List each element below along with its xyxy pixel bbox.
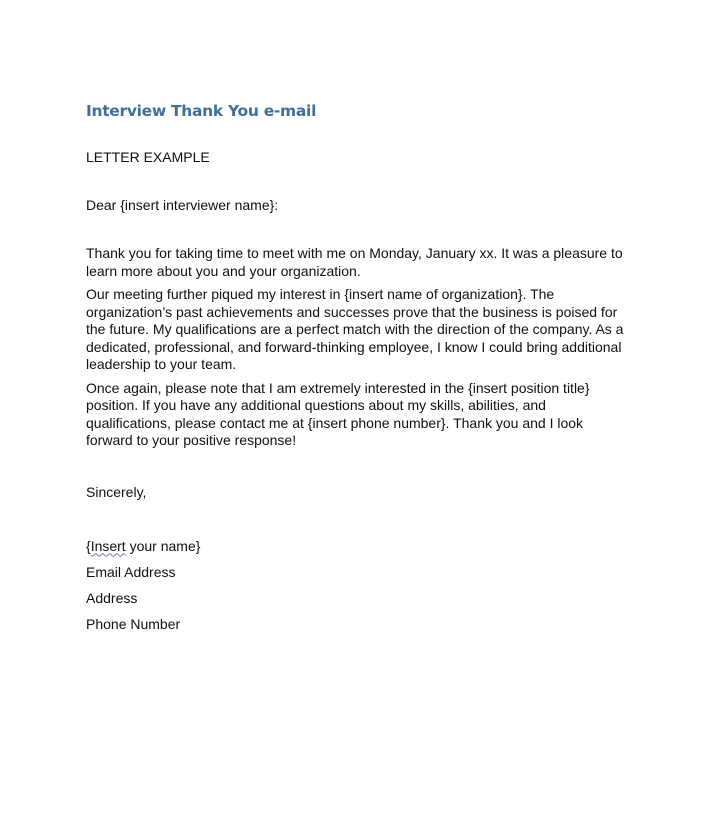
closing: Sincerely, <box>86 483 147 500</box>
document-title: Interview Thank You e-mail <box>86 102 317 120</box>
signature-email: Email Address <box>86 563 176 580</box>
signature-name <box>86 537 631 555</box>
signature-address: Address <box>86 589 138 606</box>
paragraph-2: Our meeting further piqued my interest in {insert name of organization}. The organization’s past achievements and successes prove that the business is poised for the future. My qualifications are a perfect match with the direction of the company. As a dedicated, professional, and forward-thinking employee, I know I could bring additional leadership to your team. <box>86 286 624 372</box>
signature-name-suffix: your name} <box>125 537 201 554</box>
signature-phone: Phone Number <box>86 615 181 632</box>
letter-subheading: LETTER EXAMPLE <box>86 149 210 165</box>
spellcheck-marked-word: Insert <box>90 537 126 554</box>
signature-name-prefix: { <box>86 537 91 554</box>
paragraph-1: Thank you for taking time to meet with me on Monday, January xx. It was a pleasure to learn more about you and your organization. <box>86 245 623 279</box>
paragraph-3: Once again, please note that I am extremely interested in the {insert position title} position. If you have any additional questions about my skills, abilities, and qualifications, please contact me at {insert phone number}. Thank you and I look forward to your positive response! <box>86 379 590 448</box>
salutation: Dear {insert interviewer name}: <box>86 197 279 213</box>
letter-body <box>86 100 631 633</box>
